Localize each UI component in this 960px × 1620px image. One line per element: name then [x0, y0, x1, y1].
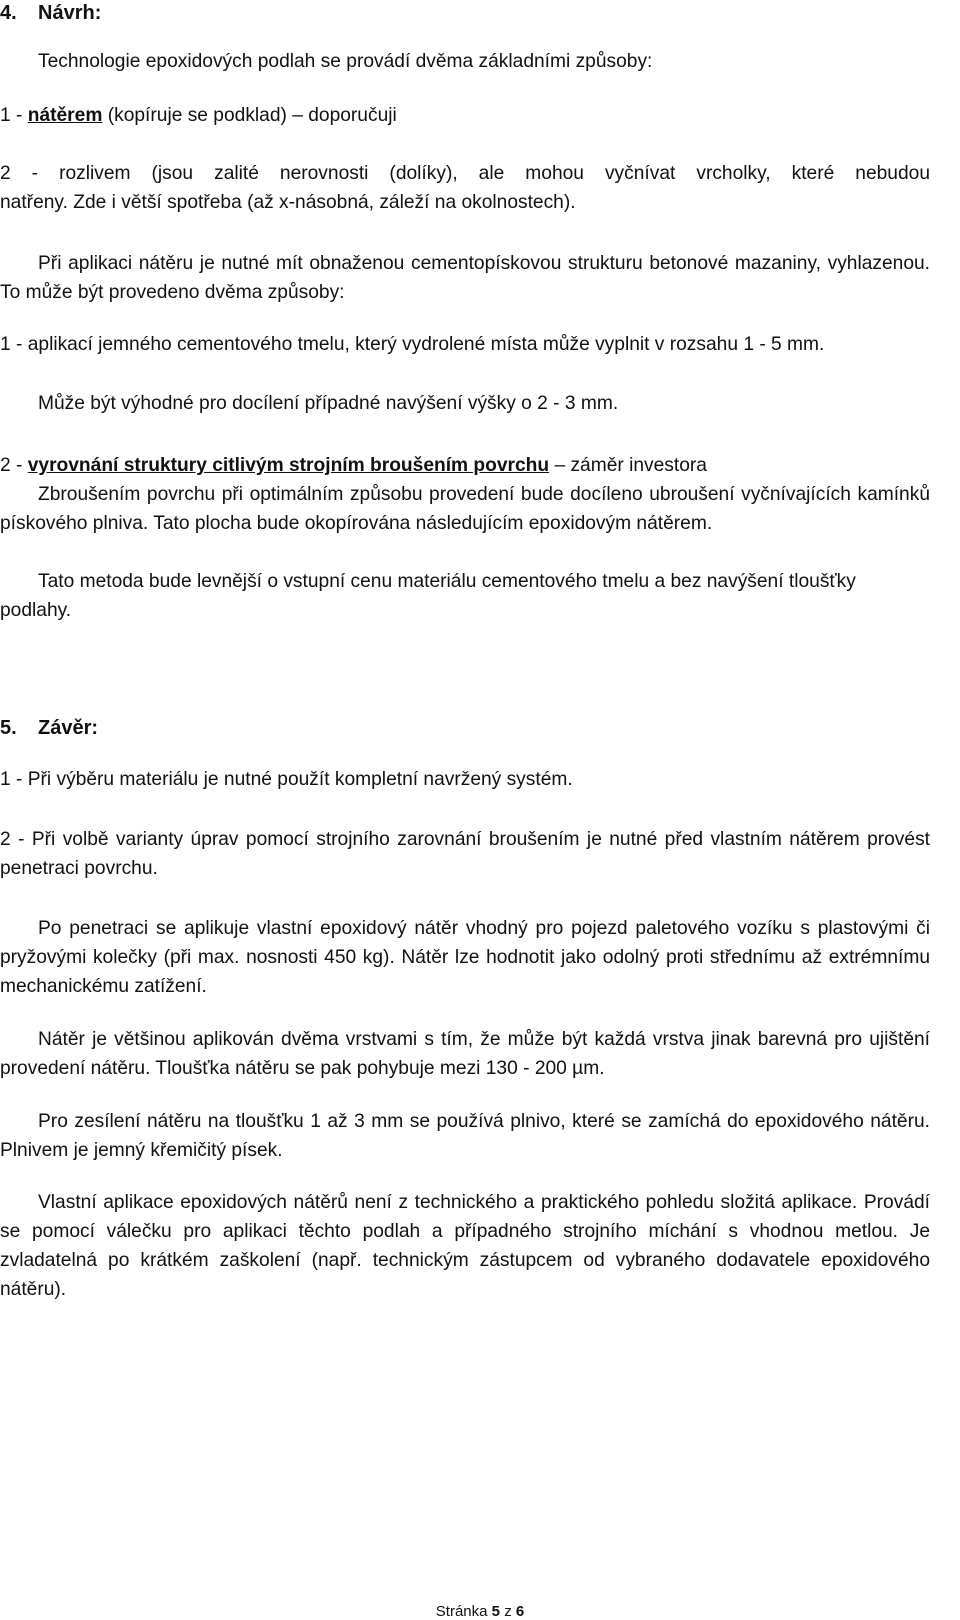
- option-1-note: Může být výhodné pro docílení případné navýšení výšky o 2 - 3 mm.: [38, 393, 619, 414]
- conclusion-point-2: 2 - Při volbě varianty úprav pomocí strojního zarovnání broušením je nutné před vlastním nátěrem provést penetraci povrchu.: [0, 829, 930, 879]
- conclusion-para-2: Nátěr je většinou aplikován dvěma vrstvami s tím, že může být každá vrstva jinak barevná pro ujištění provedení nátěru. Tloušťka nátěru se pak pohybuje mezi 130 - 200 µm.: [0, 1029, 930, 1079]
- option-2-cost: Tato metoda bude levnější o vstupní cenu materiálu cementového tmelu a bez navýšení tloušťky podlahy.: [0, 571, 856, 621]
- option-1: 1 - aplikací jemného cementového tmelu, který vydrolené místa může vyplnit v rozsahu 1 - 5 mm.: [0, 334, 825, 355]
- conclusion-point-1: 1 - Při výběru materiálu je nutné použít kompletní navržený systém.: [0, 769, 573, 790]
- option-2: [0, 451, 930, 480]
- section-4-number: 4.: [0, 2, 17, 24]
- conclusion-para-4: Vlastní aplikace epoxidových nátěrů není z technického a praktického pohledu složitá aplikace. Provádí se pomocí válečku pro aplikaci těchto podlah a případného strojního míchání s vhodnou metlou. Je zvladatelná po krátkém zaškolení (např. technickým zástupcem od vybraného dodavatele epoxidového nátěru).: [0, 1192, 930, 1300]
- option-2-prefix: 2 -: [0, 455, 28, 476]
- section-5-title: Závěr:: [38, 717, 99, 739]
- section-4-intro: Technologie epoxidových podlah se provádí dvěma základními způsoby:: [38, 51, 653, 72]
- footer-current-page: 5: [491, 1603, 501, 1620]
- footer-label: Stránka: [435, 1603, 488, 1620]
- method-1-term: nátěrem: [27, 105, 103, 126]
- method-1: [0, 101, 930, 130]
- method-2-line-1: 2 - rozlivem (jsou zalité nerovnosti (dolíky), ale mohou vyčnívat vrcholky, které nebudou: [0, 163, 930, 184]
- prep-paragraph: Při aplikaci nátěru je nutné mít obnaženou cementopískovou strukturu betonové mazaniny, vyhlazenou. To může být provedeno dvěma způsoby:: [0, 253, 930, 303]
- option-2-rest: – záměr investora: [549, 455, 707, 476]
- section-5-number: 5.: [0, 717, 17, 739]
- section-4-heading: [0, 0, 101, 28]
- section-4-title: Návrh:: [38, 2, 102, 24]
- method-1-rest: (kopíruje se podklad) – doporučuji: [102, 105, 397, 126]
- conclusion-para-1: Po penetraci se aplikuje vlastní epoxidový nátěr vhodný pro pojezd paletového vozíku s plastovými či pryžovými kolečky (při max. nosnosti 450 kg). Nátěr lze hodnotit jako odolný proti střednímu až extrémnímu mechanickému zatížení.: [0, 918, 930, 997]
- footer-separator: z: [504, 1603, 512, 1620]
- conclusion-para-3: Pro zesílení nátěru na tloušťku 1 až 3 mm se používá plnivo, které se zamíchá do epoxidového nátěru. Plnivem je jemný křemičitý písek.: [0, 1111, 930, 1161]
- option-2-term: vyrovnání struktury citlivým strojním broušením povrchu: [27, 455, 550, 476]
- method-2: [0, 159, 930, 217]
- option-2-description: Zbroušením povrchu při optimálním způsobu provedení bude docíleno ubroušení vyčnívajících kamínků pískového plniva. Tato plocha bude okopírována následujícím epoxidovým nátěrem.: [0, 484, 930, 534]
- method-1-prefix: 1 -: [0, 105, 28, 126]
- section-5-heading: [0, 714, 98, 743]
- footer-total-pages: 6: [515, 1603, 525, 1620]
- method-2-line-2: natřeny. Zde i větší spotřeba (až x-násobná, záleží na okolnostech).: [0, 192, 576, 213]
